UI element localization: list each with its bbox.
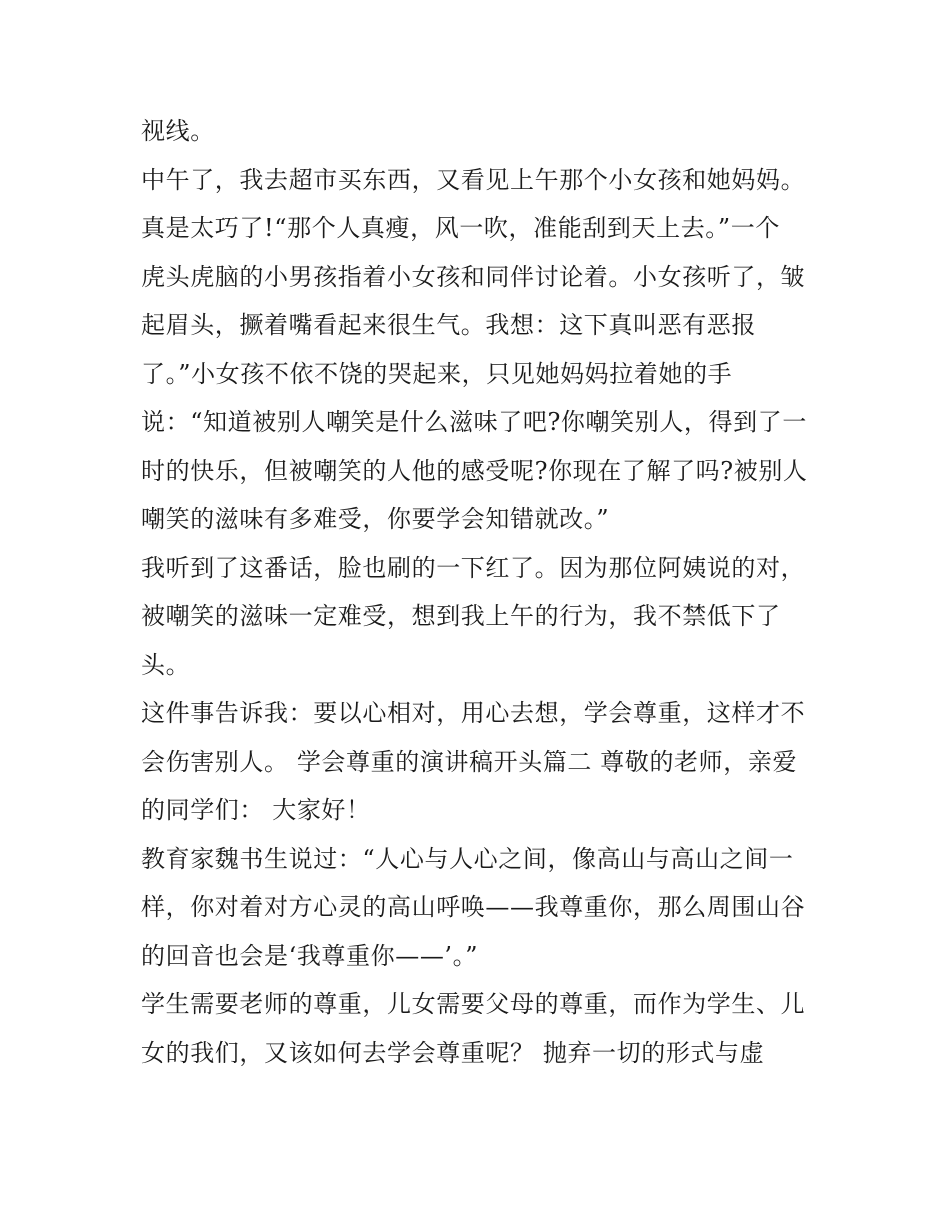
text-line: 了。”小女孩不依不饶的哭起来，只见她妈妈拉着她的手: [141, 359, 733, 388]
text-line: 视线。: [141, 117, 215, 145]
text-line: 头。: [141, 650, 191, 679]
text-line: 的回音也会是‘我尊重你——’。”: [141, 941, 479, 970]
text-line: 说：“知道被别人嘲笑是什么滋味了吧?你嘲笑别人，得到了一: [141, 408, 807, 436]
text-line: 学生需要老师的尊重，儿女需要父母的尊重，而作为学生、儿: [141, 990, 806, 1018]
text-line: 这件事告诉我：要以心相对，用心去想，学会尊重，这样才不: [141, 699, 806, 727]
text-line: 虎头虎脑的小男孩指着小女孩和同伴讨论着。小女孩听了，皱: [141, 262, 806, 291]
text-line: 真是太巧了!“那个人真瘦，风一吹，准能刮到天上去。”一个: [141, 214, 780, 242]
text-line: 起眉头，撅着嘴看起来很生气。我想：这下真叫恶有恶报: [141, 311, 756, 339]
text-line: 中午了，我去超市买东西，又看见上午那个小女孩和她妈妈。: [141, 165, 806, 194]
document-body: [141, 107, 841, 1077]
text-line: 教育家魏书生说过：“人心与人心之间，像高山与高山之间一: [141, 844, 794, 873]
text-line: 的同学们： 大家好！: [141, 796, 371, 824]
text-line: 会伤害别人。 学会尊重的演讲稿开头篇二 尊敬的老师，亲爱: [141, 747, 798, 776]
text-line: 被嘲笑的滋味一定难受，想到我上午的行为，我不禁低下了: [141, 602, 781, 630]
text-line: 女的我们，又该如何去学会尊重呢？ 抛弃一切的形式与虚: [141, 1038, 765, 1067]
text-line: 时的快乐，但被嘲笑的人他的感受呢?你现在了解了吗?被别人: [141, 456, 808, 485]
text-line: 嘲笑的滋味有多难受，你要学会知错就改。”: [141, 505, 610, 533]
text-line: 样，你对着对方心灵的高山呼唤——我尊重你，那么周围山谷: [141, 893, 806, 921]
text-line: 我听到了这番话，脸也刷的一下红了。因为那位阿姨说的对，: [141, 553, 806, 582]
